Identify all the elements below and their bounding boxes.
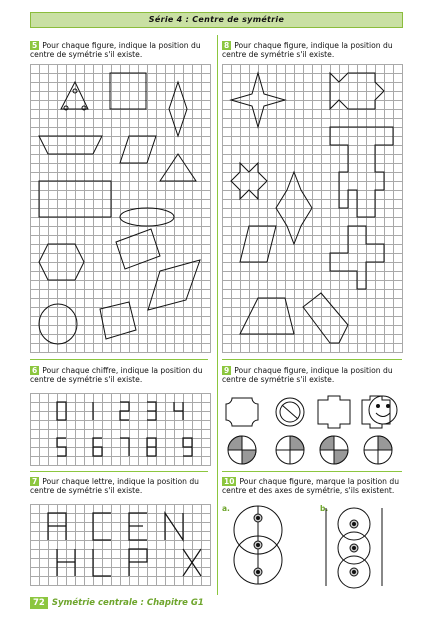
exercise-8-text: 8 Pour chaque figure, indique la position du centre de symétrie s'il existe. [222,41,393,59]
circle-shape [39,304,77,344]
figures-exercise-8 [222,64,402,352]
exercise-6-number: 6 [32,366,38,375]
four-point-star-shape [231,73,285,127]
letter-c [93,513,111,540]
square-tilted-shape [100,302,136,339]
digit-6 [93,438,102,456]
series-title: Série 4 : Centre de symétrie [30,12,403,28]
triangle-shape [61,82,88,109]
elongated-star-shape [276,172,312,244]
letters-exercise-7 [30,504,210,585]
digit-7 [120,438,129,456]
digit-0 [57,402,66,420]
trapezoid-shape [39,136,102,154]
trapezoid-shape [240,298,294,334]
letter-n [165,513,183,540]
footer [30,597,204,609]
quadrilateral-shape [240,226,276,262]
square-shape [110,73,146,109]
triangle-shape [160,154,196,181]
page-number: 72 [30,597,48,609]
column-divider [217,35,218,595]
figures-exercise-5 [30,64,210,352]
divider [30,471,208,472]
rectangle-tilted-shape [116,229,160,269]
star-shape [231,163,267,199]
grid-exercise-6 [30,393,211,466]
exercise-10-number: 10 [224,477,235,486]
part-a-label: a. [222,504,230,513]
rounded-cut-square [226,398,258,426]
exercise-5-number: 5 [32,41,38,50]
grid-exercise-5 [30,64,211,353]
ellipse-shape [120,208,174,226]
cross-block-shape [330,226,384,289]
digit-5 [57,438,66,456]
divider [222,471,402,472]
digit-2 [120,402,129,420]
exercise-7-text: 7 Pour chaque lettre, indique la position du centre de symétrie s'il existe. [30,477,199,495]
t-shape [330,127,393,217]
figures-exercise-10 [228,500,398,590]
part-b-label: b. [320,504,329,513]
letter-p [129,549,147,576]
exercise-10-text: 10 Pour chaque figure, marque la position du centre et des axes de symétrie, s'ils existent. [222,477,400,495]
exercise-6-text: 6 Pour chaque chiffre, indique la position du centre de symétrie s'il existe. [30,366,203,384]
tilted-quad-shape [303,293,348,343]
grid-exercise-8 [222,64,403,353]
rhombus-shape [169,82,187,136]
grid-exercise-7 [30,504,211,586]
exercise-8-number: 8 [224,41,230,50]
letter-l [93,549,111,576]
digit-9 [183,438,192,456]
cross-shape [330,73,384,109]
cross-block-sign [318,396,350,428]
divider [222,359,402,360]
exercise-9-text: 9 Pour chaque figure, indique la position du centre de symétrie s'il existe. [222,366,393,384]
parallelogram-tilted-shape [148,260,200,310]
exercise-5-text: 5 Pour chaque figure, indique la position du centre de symétrie s'il existe. [30,41,201,59]
smiley-icon [365,392,401,428]
parallelogram-shape [120,136,156,163]
digits-exercise-6 [30,393,210,465]
rectangle-shape [39,181,111,217]
chapter-title: Symétrie centrale : Chapitre G1 [51,598,204,608]
divider [30,359,208,360]
point-mark [73,89,77,93]
hexagon-shape [39,244,84,280]
digit-4 [174,402,183,411]
exercise-7-number: 7 [32,477,38,486]
exercise-9-number: 9 [224,366,230,375]
